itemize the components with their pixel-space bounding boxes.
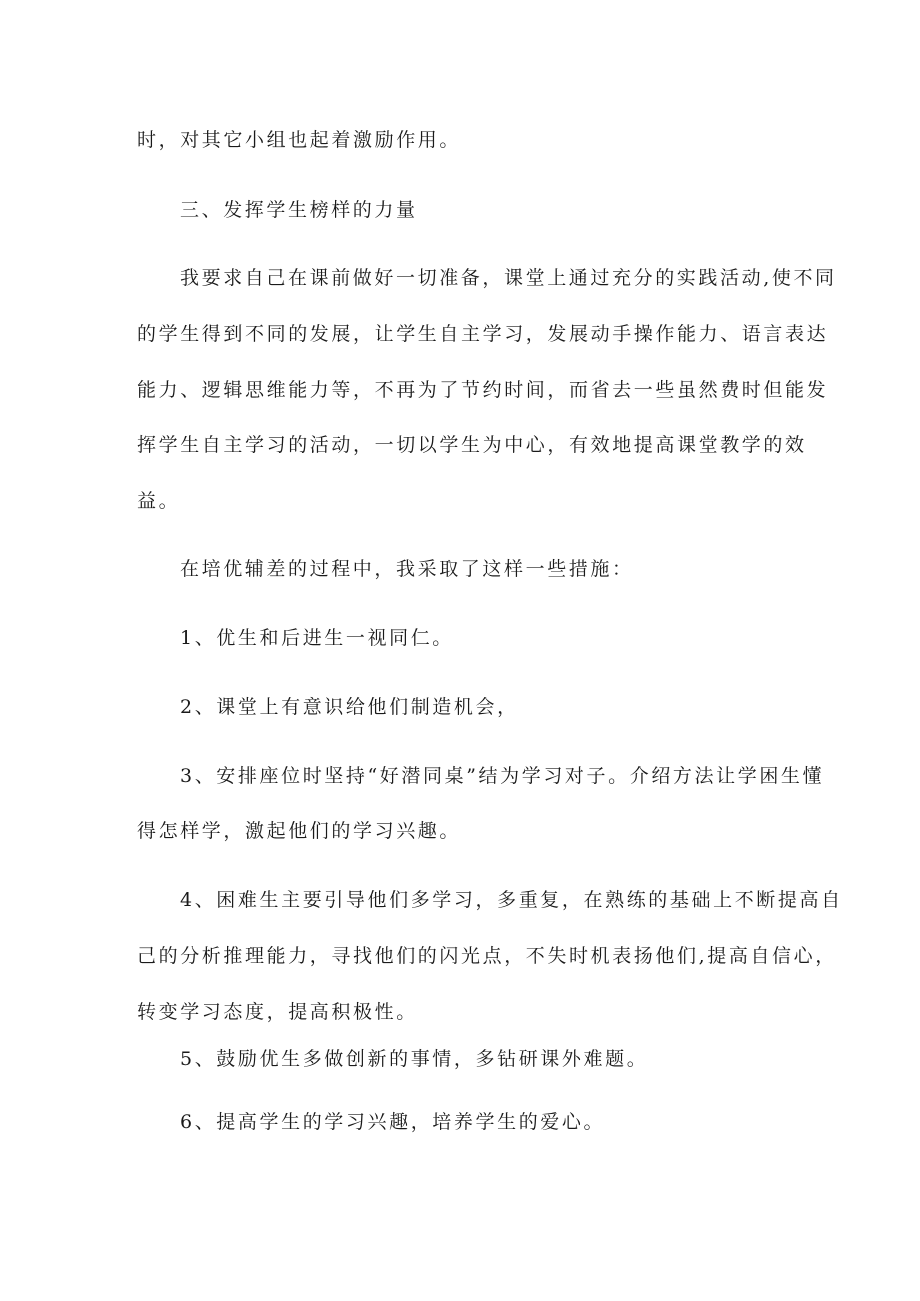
list-item-continuation: 转变学习态度，提高积极性。 [137,1001,418,1023]
paragraph-line: 在培优辅差的过程中，我采取了这样一些措施： [180,558,634,580]
list-item: 5、鼓励优生多做创新的事情，多钻研课外难题。 [180,1048,649,1070]
list-item: 2、课堂上有意识给他们制造机会， [180,696,519,718]
list-item-continuation: 得怎样学，激起他们的学习兴趣。 [137,820,462,842]
paragraph-line: 能力、逻辑思维能力等，不再为了节约时间，而省去一些虽然费时但能发 [137,379,829,401]
paragraph-line: 挥学生自主学习的活动，一切以学生为中心，有效地提高课堂教学的效 [137,434,807,456]
paragraph-line: 益。 [137,490,181,512]
list-item: 1、优生和后进生一视同仁。 [180,627,454,649]
list-item: 4、困难生主要引导他们多学习，多重复，在熟练的基础上不断提高自 [180,889,843,911]
list-item-continuation: 己的分析推理能力，寻找他们的闪光点，不失时机表扬他们,提高自信心， [137,945,837,967]
list-item: 6、提高学生的学习兴趣，培养学生的爱心。 [180,1111,606,1133]
paragraph-line: 的学生得到不同的发展，让学生自主学习，发展动手操作能力、语言表达 [137,323,829,345]
list-item: 3、安排座位时坚持“好潜同桌”结为学习对子。介绍方法让学困生懂 [180,765,825,787]
paragraph-continuation-line: 时，对其它小组也起着激励作用。 [137,129,462,151]
section-heading: 三、发挥学生榜样的力量 [180,199,418,221]
paragraph-line: 我要求自己在课前做好一切准备，课堂上通过充分的实践活动,使不同 [180,267,837,289]
